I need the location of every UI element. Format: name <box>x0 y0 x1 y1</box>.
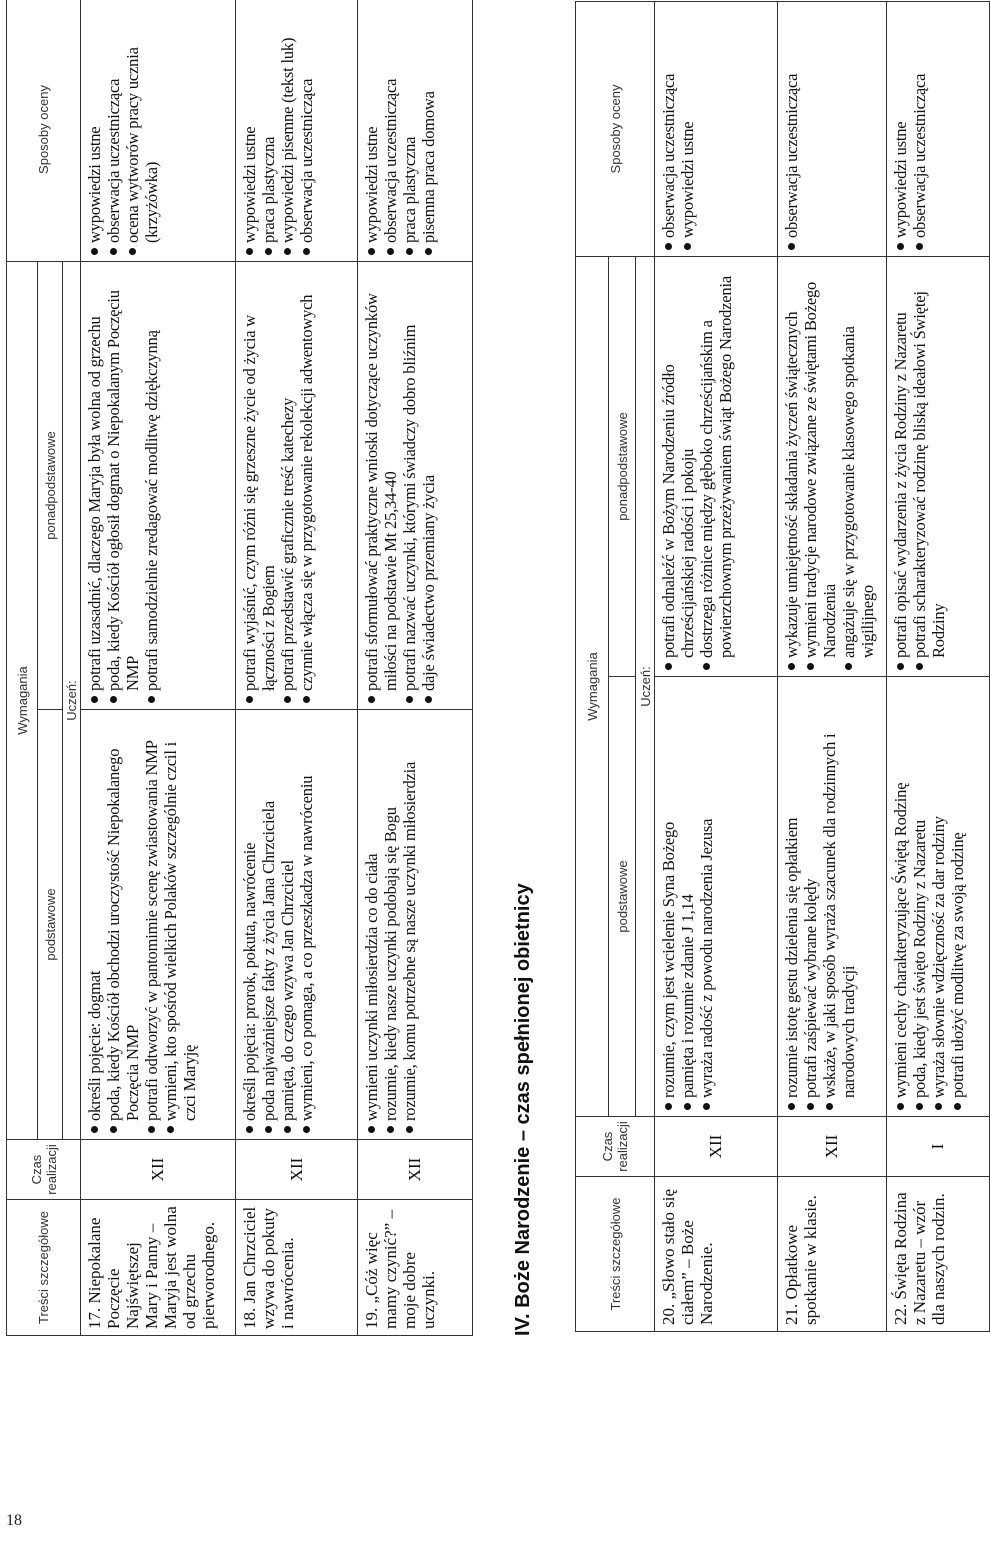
basic-cell <box>778 677 887 1117</box>
basic-cell <box>81 710 236 1140</box>
basic-cell <box>655 677 778 1117</box>
list-item: potrafi zaśpiewać wybrane kolędy <box>801 681 820 1110</box>
extended-cell <box>358 262 473 710</box>
table-row <box>358 0 473 1336</box>
list-item: pisemna praca domowa <box>419 2 438 255</box>
requirements-table-1 <box>6 0 473 1336</box>
list-item: obserwacja uczestnicząca <box>659 6 678 250</box>
list-item: wypowiedzi ustne <box>678 6 697 250</box>
list-item: wypowiedzi pisemne (tekst luk) <box>278 2 297 255</box>
list-item: wskaże, w jaki sposób wyraża szacunek dla rodzinnych i narodowych tradycji <box>820 681 858 1110</box>
header-assessment: Sposoby oceny <box>7 0 81 262</box>
time-cell: I <box>887 1117 990 1177</box>
list-item: określi pojęcia: prorok, pokuta, nawrócenie <box>240 714 259 1133</box>
list-item: potrafi opisać wydarzenia z życia Rodziny z Nazaretu <box>891 261 910 670</box>
list-item: pamięta i rozumie zdanie J 1,14 <box>678 681 697 1110</box>
list-item: potrafi scharakteryzować rodzinę bliską ideałowi Świętej Rodziny <box>910 261 948 670</box>
assessment-cell <box>887 2 990 257</box>
time-cell: XII <box>655 1117 778 1177</box>
header-requirements: Wymagania <box>576 257 609 1117</box>
list-item: wymieni uczynki miłosierdzia co do ciała <box>362 714 381 1133</box>
list-item: potrafi samodzielnie zredagować modlitwę dziękczynną <box>142 266 161 703</box>
list-item: potrafi przedstawić graficznie treść katechezy <box>278 266 297 703</box>
list-item: rozumie, kiedy nasze uczynki podobają się Bogu <box>381 714 400 1133</box>
list-item: potrafi uzasadnić, dlaczego Maryja była wolna od grzechu <box>85 266 104 703</box>
list-item: poda najważniejsze fakty z życia Jana Chrzciciela <box>259 714 278 1133</box>
header-time: Czas realizacji <box>7 1140 81 1200</box>
time-cell: XII <box>81 1140 236 1200</box>
topic-cell: 22. Święta Rodzina z Nazaretu – wzór dla naszych rodzin. <box>887 1177 990 1332</box>
basic-cell <box>358 710 473 1140</box>
table-row <box>655 2 778 1332</box>
table-row <box>236 0 358 1336</box>
assessment-cell <box>655 2 778 257</box>
topic-cell: 19. „Cóż więc mamy czynić?” – moje dobre uczynki. <box>358 1200 473 1336</box>
time-cell: XII <box>236 1140 358 1200</box>
basic-cell <box>887 677 990 1117</box>
list-item: praca plastyczna <box>259 2 278 255</box>
list-item: pamięta, do czego wzywa Jan Chrzciciel <box>278 714 297 1133</box>
header-topic: Treści szczegółowe <box>7 1200 81 1336</box>
page-number: 18 <box>6 1512 22 1529</box>
header-time: Czas realizacji <box>576 1117 655 1177</box>
list-item: obserwacja uczestnicząca <box>782 6 801 250</box>
header-extended: ponadpodstawowe <box>609 257 636 677</box>
assessment-cell <box>358 0 473 262</box>
list-item: określi pojęcie: dogmat <box>85 714 104 1133</box>
header-requirements: Wymagania <box>7 262 38 1140</box>
table-row <box>81 0 236 1336</box>
header-basic: podstawowe <box>609 677 636 1117</box>
list-item: wypowiedzi ustne <box>891 6 910 250</box>
time-cell: XII <box>778 1117 887 1177</box>
header-topic: Treści szczegółowe <box>576 1177 655 1332</box>
header-extended: ponadpodstawowe <box>38 262 63 710</box>
header-assessment: Sposoby oceny <box>576 2 655 257</box>
list-item: potrafi odnaleźć w Bożym Narodzeniu źródło chrześcijańskiej radości i pokoju <box>659 261 697 670</box>
list-item: wykazuje umiejętność składania życzeń świątecznych <box>782 261 801 670</box>
list-item: potrafi sformułować praktyczne wnioski dotyczące uczynków miłości na podstawie Mt 25,34-40 <box>362 266 400 703</box>
topic-cell: 20. „Słowo stało się ciałem” – Boże Narodzenie. <box>655 1177 778 1332</box>
list-item: poda, kiedy jest święto Rodziny z Nazaretu <box>910 681 929 1110</box>
list-item: wymieni tradycje narodowe związane ze świętami Bożego Narodzenia <box>801 261 839 670</box>
list-item: praca plastyczna <box>400 2 419 255</box>
list-item: rozumie, czym jest wcielenie Syna Bożego <box>659 681 678 1110</box>
list-item: czynnie włącza się w przygotowanie rekolekcji adwentowych <box>297 266 316 703</box>
extended-cell <box>236 262 358 710</box>
topic-cell: 21. Opłatkowe spotkanie w klasie. <box>778 1177 887 1332</box>
extended-cell <box>81 262 236 710</box>
list-item: wyraża słownie wdzięczność za dar rodziny <box>929 681 948 1110</box>
list-item: obserwacja uczestnicząca <box>104 2 123 255</box>
list-item: ocena wytworów pracy ucznia (krzyżówka) <box>123 2 161 255</box>
list-item: rozumie, komu potrzebne są nasze uczynki miłosierdzia <box>400 714 419 1133</box>
topic-cell: 17. Niepokalane Poczęcie Najświętszej Mary i Panny – Maryja jest wolna od grzechu pierworodnego. <box>81 1200 236 1336</box>
list-item: wymieni, kto spośród wielkich Polaków szczególnie czcil i czci Maryję <box>161 714 199 1133</box>
list-item: wyraża radość z powodu narodzenia Jezusa <box>697 681 716 1110</box>
list-item: wypowiedzi ustne <box>240 2 259 255</box>
assessment-cell <box>236 0 358 262</box>
list-item: potrafi odtworzyć w pantomimie scenę zwiastowania NMP <box>142 714 161 1133</box>
list-item: wypowiedzi ustne <box>362 2 381 255</box>
list-item: daje świadectwo przemiany życia <box>419 266 438 703</box>
list-item: poda, kiedy Kościół obchodzi uroczystość Niepokalanego Poczęcia NMP <box>104 714 142 1133</box>
list-item: poda, kiedy Kościół ogłosił dogmat o Niepokalanym Poczęciu NMP <box>104 266 142 703</box>
header-basic: podstawowe <box>38 710 63 1140</box>
section-title: IV. Boże Narodzenie – czas spełnionej obietnicy <box>512 883 534 1336</box>
header-pupil: Uczeń: <box>63 262 81 1140</box>
time-cell: XII <box>358 1140 473 1200</box>
basic-cell <box>236 710 358 1140</box>
table-row <box>887 2 990 1332</box>
list-item: potrafi wyjaśnić, czym różni się grzeszne życie od życia w łączności z Bogiem <box>240 266 278 703</box>
assessment-cell <box>778 2 887 257</box>
list-item: obserwacja uczestnicząca <box>381 2 400 255</box>
list-item: potrafi nazwać uczynki, którymi świadczy dobro bliźnim <box>400 266 419 703</box>
list-item: angażuje się w przygotowanie klasowego spotkania wigilijnego <box>839 261 877 670</box>
list-item: obserwacja uczestnicząca <box>297 2 316 255</box>
requirements-table-2 <box>575 1 990 1332</box>
list-item: wymieni, co pomaga, a co przeszkadza w nawróceniu <box>297 714 316 1133</box>
list-item: dostrzega różnice między głęboko chrześcijańskim a powierzchownym przeżywaniem świąt Bożego Narodzenia <box>697 261 735 670</box>
topic-cell: 18. Jan Chrzciciel wzywa do pokuty i nawrócenia. <box>236 1200 358 1336</box>
list-item: rozumie istotę gestu dzielenia się opłatkiem <box>782 681 801 1110</box>
extended-cell <box>655 257 778 677</box>
extended-cell <box>778 257 887 677</box>
list-item: obserwacja uczestnicząca <box>910 6 929 250</box>
list-item: potrafi ułożyć modlitwę za swoją rodzinę <box>948 681 967 1110</box>
list-item: wymieni cechy charakteryzujące Świętą Rodzinę <box>891 681 910 1110</box>
table-row <box>778 2 887 1332</box>
extended-cell <box>887 257 990 677</box>
header-pupil: Uczeń: <box>636 257 655 1117</box>
list-item: wypowiedzi ustne <box>85 2 104 255</box>
assessment-cell <box>81 0 236 262</box>
